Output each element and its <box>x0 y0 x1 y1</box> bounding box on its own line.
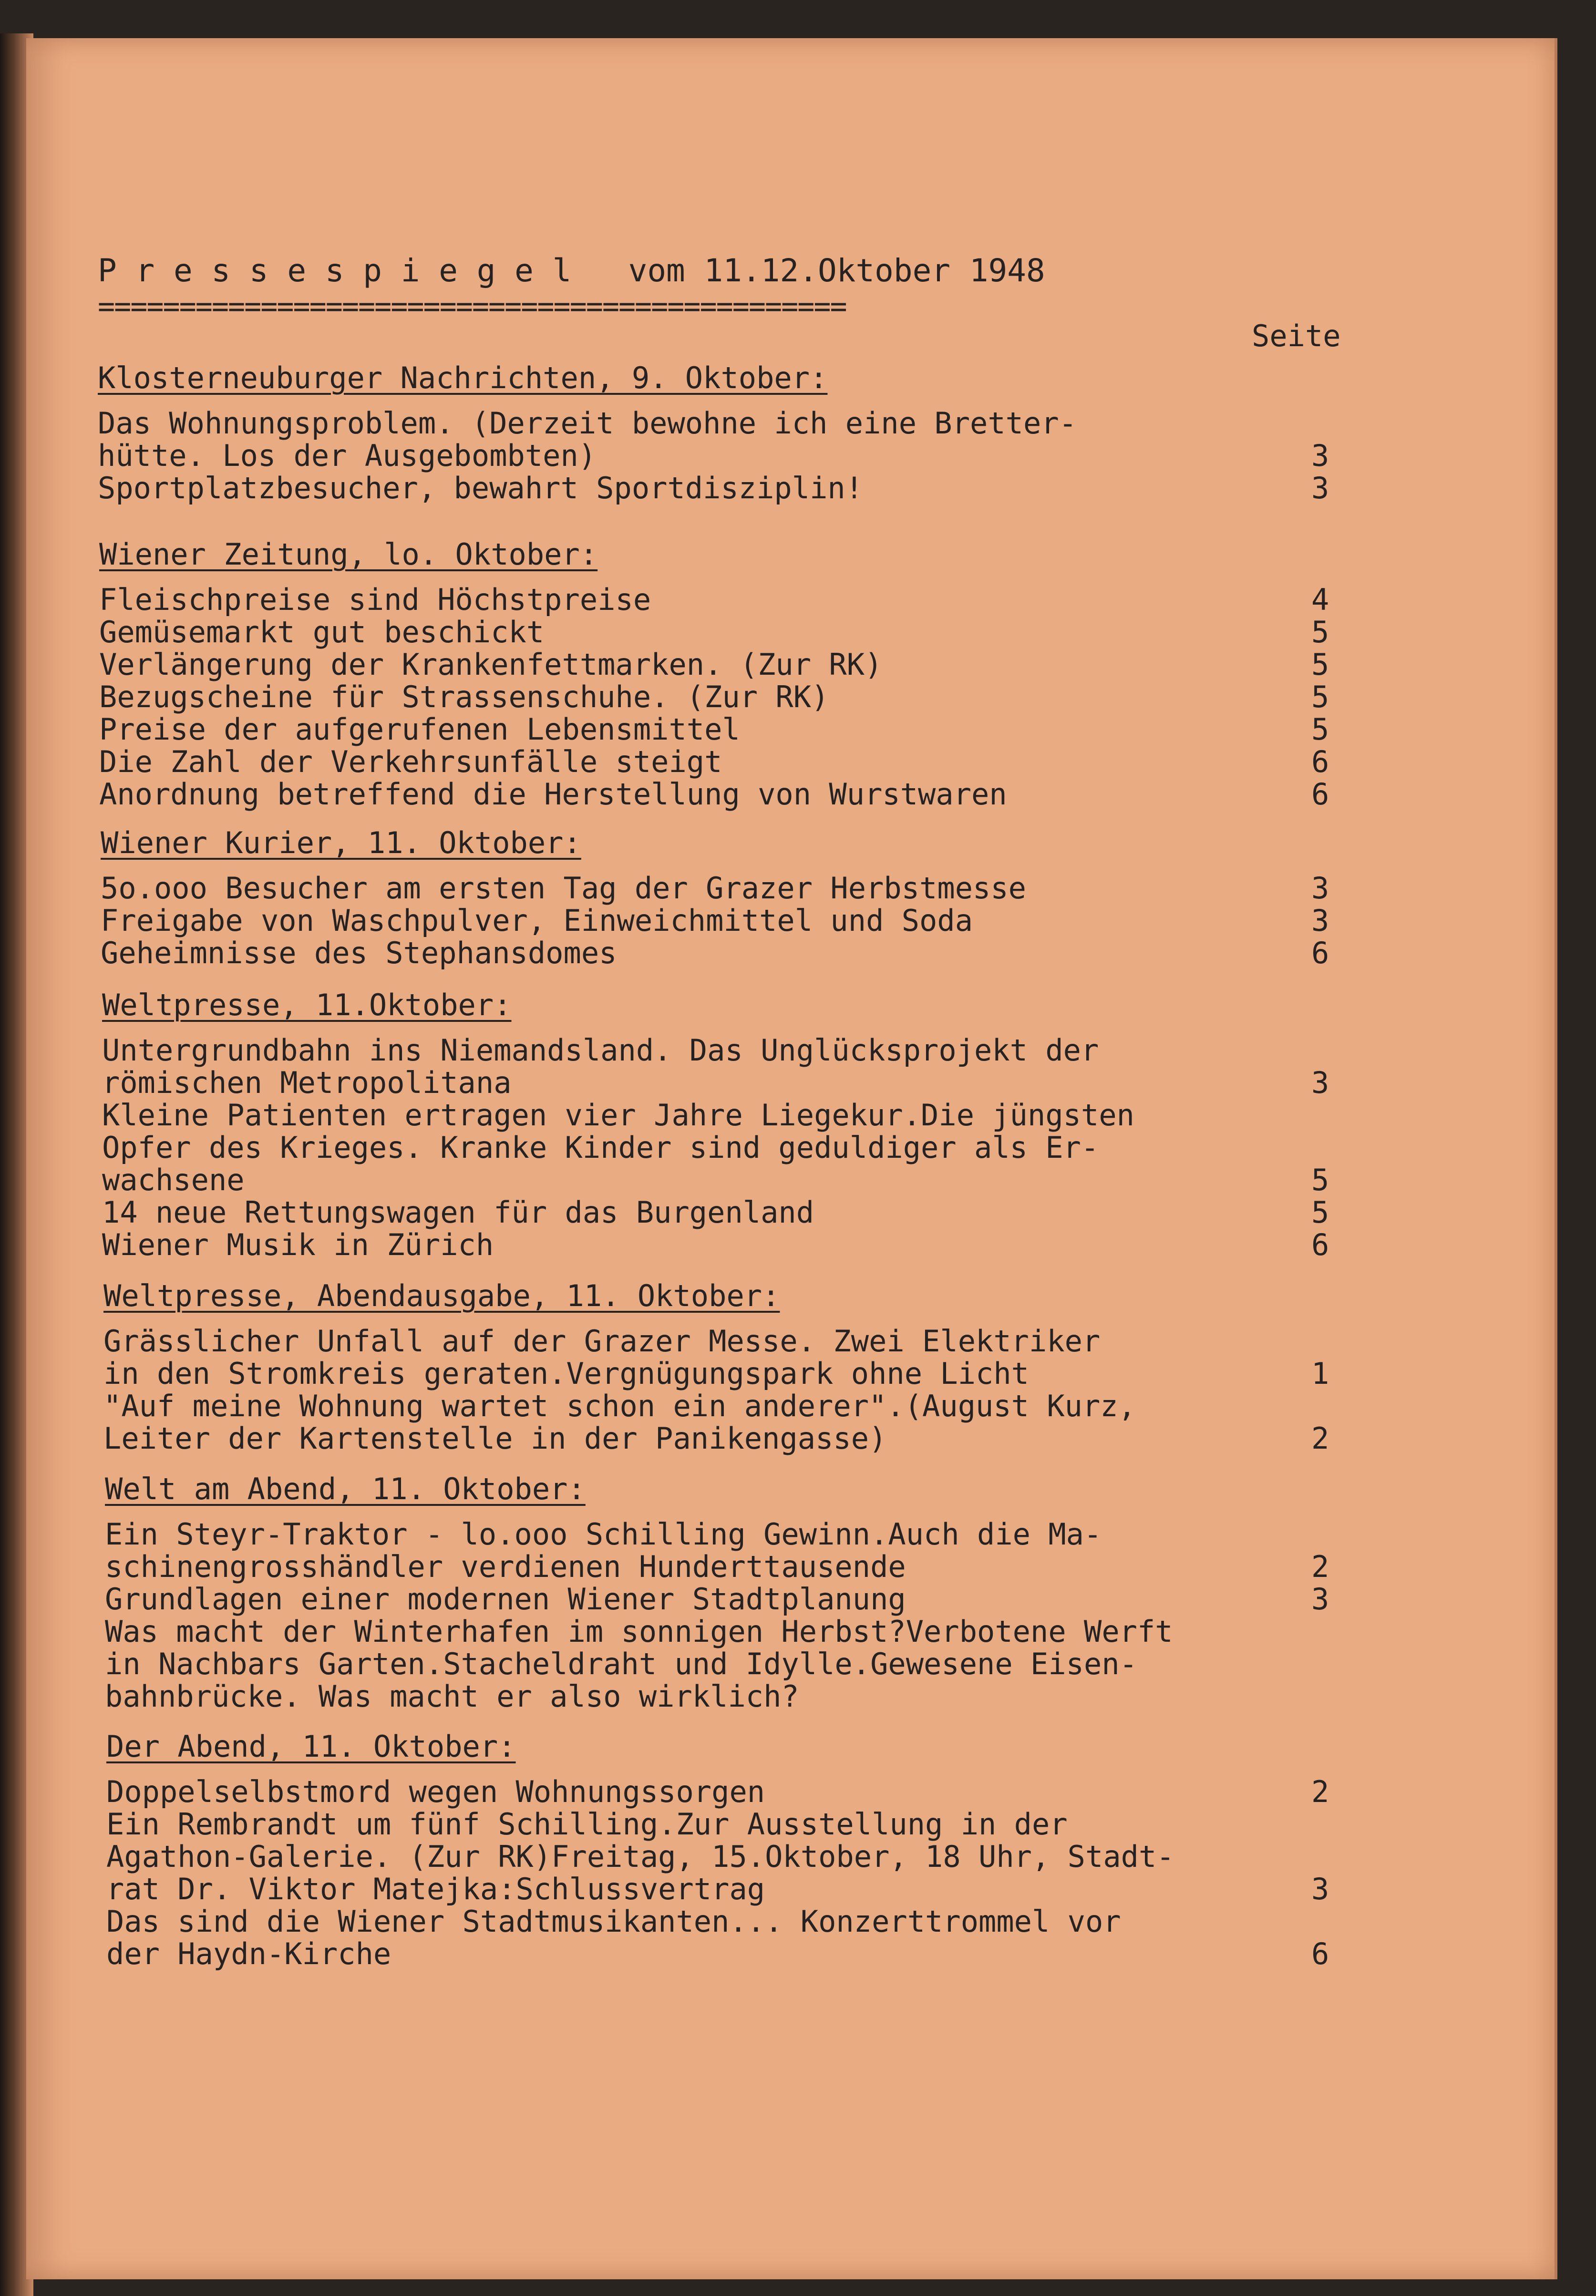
page-number: 5 <box>1311 712 1329 747</box>
article-title-line: Gemüsemarkt gut beschickt <box>99 615 545 649</box>
article-title-line: schinengrosshändler verdienen Hunderttausende <box>105 1549 906 1584</box>
article-title-line: wachsene <box>102 1163 245 1197</box>
page-number: 5 <box>1311 680 1329 714</box>
article-title-line: hütte. Los der Ausgebombten) <box>98 438 597 473</box>
page-number: 3 <box>1311 903 1329 938</box>
article-title-line: Wiener Musik in Zürich <box>102 1227 494 1262</box>
article-title-line: Doppelselbstmord wegen Wohnungssorgen <box>106 1774 765 1809</box>
article-title-line: in den Stromkreis geraten.Vergnügungspark ohne Licht <box>103 1356 1030 1391</box>
section-heading: Klosterneuburger Nachrichten, 9. Oktober: <box>98 360 828 395</box>
article-title-line: Geheimnisse des Stephansdomes <box>101 936 617 970</box>
page-number: 6 <box>1311 1936 1329 1971</box>
article-title-line: Verlängerung der Krankenfettmarken. (Zur RK) <box>99 647 883 682</box>
page-number: 3 <box>1311 871 1329 906</box>
page-number: 5 <box>1311 1195 1329 1230</box>
page-number: 2 <box>1311 1549 1329 1584</box>
article-title-line: Was macht der Winterhafen im sonnigen Herbst?Verbotene Werft <box>105 1614 1173 1649</box>
section-heading: Wiener Kurier, 11. Oktober: <box>101 825 581 860</box>
article-title-line: Die Zahl der Verkehrsunfälle steigt <box>99 744 722 779</box>
section-heading: Welt am Abend, 11. Oktober: <box>105 1472 586 1506</box>
page-number: 5 <box>1311 1163 1329 1197</box>
article-title-line: Freigabe von Waschpulver, Einweichmittel und Soda <box>101 903 973 938</box>
article-title-line: Bezugscheine für Strassenschuhe. (Zur RK) <box>99 680 829 714</box>
page-number: 5 <box>1311 647 1329 682</box>
article-title-line: römischen Metropolitana <box>102 1065 512 1100</box>
page-number: 6 <box>1311 777 1329 812</box>
page-number: 1 <box>1311 1356 1329 1391</box>
page-number: 3 <box>1311 438 1329 473</box>
page-number: 2 <box>1311 1421 1329 1456</box>
page-number: 3 <box>1311 471 1329 505</box>
article-title-line: Preise der aufgerufenen Lebensmittel <box>99 712 740 747</box>
article-title-line: Sportplatzbesucher, bewahrt Sportdisziplin! <box>98 471 864 505</box>
page-number: 5 <box>1311 615 1329 649</box>
article-title-line: bahnbrücke. Was macht er also wirklich? <box>105 1679 799 1714</box>
page-number: 6 <box>1311 744 1329 779</box>
page-number: 4 <box>1311 582 1329 617</box>
article-title-line: Ein Steyr-Traktor - lo.ooo Schilling Gewinn.Auch die Ma- <box>105 1517 1102 1552</box>
article-title-line: Fleischpreise sind Höchstpreise <box>99 582 651 617</box>
page-number: 3 <box>1311 1582 1329 1616</box>
article-title-line: Grässlicher Unfall auf der Grazer Messe. Zwei Elektriker <box>103 1324 1101 1359</box>
article-title-line: Kleine Patienten ertragen vier Jahre Liegekur.Die jüngsten <box>102 1098 1134 1133</box>
title-rule: ============================================== <box>98 290 846 323</box>
article-title-line: in Nachbars Garten.Stacheldraht und Idylle.Gewesene Eisen- <box>105 1647 1137 1681</box>
article-title-line: Opfer des Krieges. Kranke Kinder sind geduldiger als Er- <box>102 1130 1099 1165</box>
page-number: 3 <box>1311 1872 1329 1906</box>
page-number: 3 <box>1311 1065 1329 1100</box>
article-title-line: Das sind die Wiener Stadtmusikanten... Konzerttrommel vor <box>106 1904 1121 1939</box>
article-title-line: Ein Rembrandt um fünf Schilling.Zur Ausstellung in der <box>106 1807 1068 1842</box>
article-title-line: Leiter der Kartenstelle in der Panikengasse) <box>103 1421 887 1456</box>
article-title-line: Anordnung betreffend die Herstellung von Wurstwaren <box>99 777 1007 812</box>
article-title-line: 14 neue Rettungswagen für das Burgenland <box>102 1195 814 1230</box>
article-title-line: der Haydn-Kirche <box>106 1936 391 1971</box>
section-heading: Wiener Zeitung, lo. Oktober: <box>99 537 598 572</box>
section-heading: Weltpresse, 11.Oktober: <box>102 988 512 1022</box>
article-title-line: 5o.ooo Besucher am ersten Tag der Grazer Herbstmesse <box>101 871 1027 906</box>
article-title-line: Grundlagen einer modernen Wiener Stadtplanung <box>105 1582 906 1616</box>
article-title-line: rat Dr. Viktor Matejka:Schlussvertrag <box>106 1872 765 1906</box>
page-title: P r e s s e s p i e g e l vom 11.12.Oktober 1948 <box>98 252 1045 289</box>
section-heading: Weltpresse, Abendausgabe, 11. Oktober: <box>103 1278 780 1313</box>
article-title-line: Das Wohnungsproblem. (Derzeit bewohne ich eine Bretter- <box>98 406 1077 441</box>
seite-label: Seite <box>1252 319 1341 353</box>
page-number: 6 <box>1311 936 1329 970</box>
article-title-line: Untergrundbahn ins Niemandsland. Das Unglücksprojekt der <box>102 1033 1099 1068</box>
page-number: 2 <box>1311 1774 1329 1809</box>
section-heading: Der Abend, 11. Oktober: <box>106 1729 516 1764</box>
article-title-line: "Auf meine Wohnung wartet schon ein anderer".(August Kurz, <box>103 1389 1136 1423</box>
article-title-line: Agathon-Galerie. (Zur RK)Freitag, 15.Oktober, 18 Uhr, Stadt- <box>106 1839 1174 1874</box>
page-number: 6 <box>1311 1227 1329 1262</box>
